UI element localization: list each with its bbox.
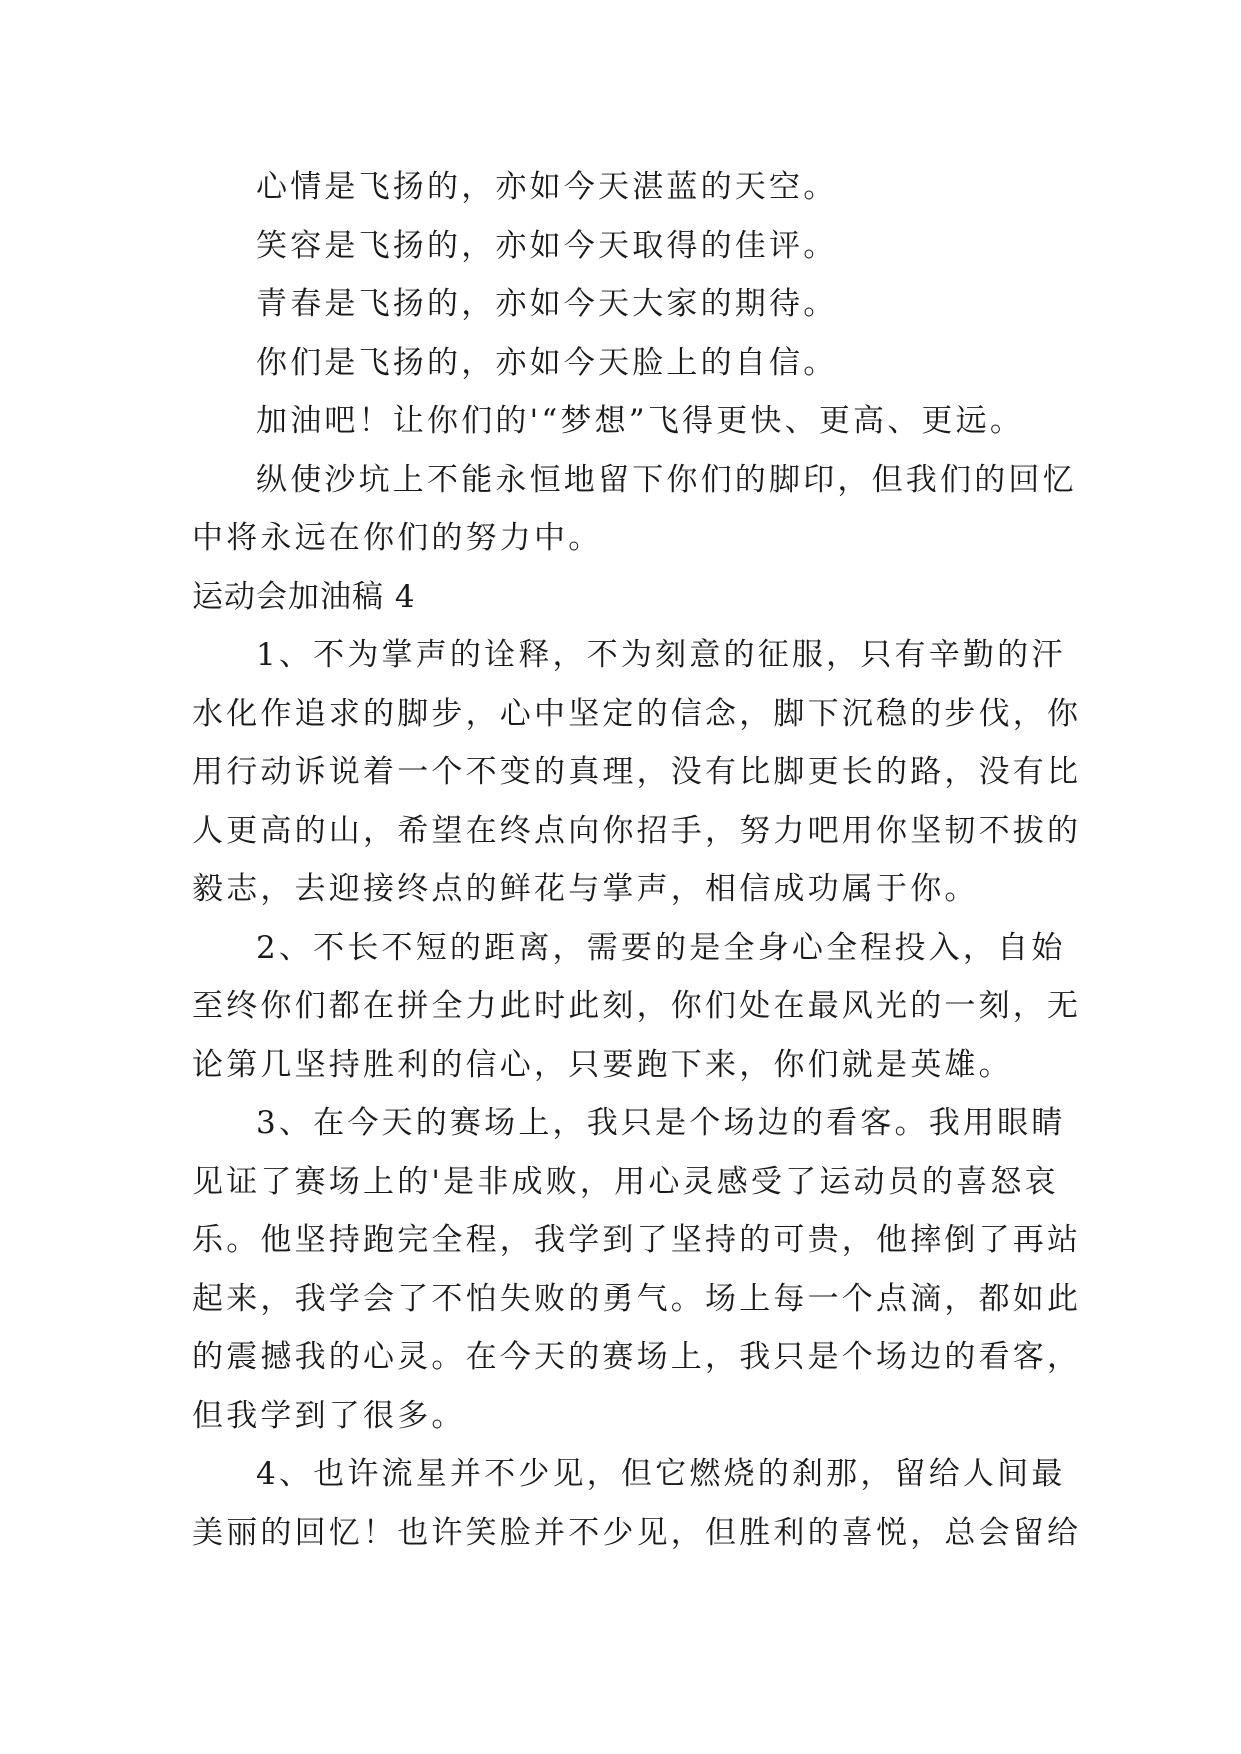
text-line: 4、也许流星并不少见，但它燃烧的刹那，留给人间最 (256, 1456, 1066, 1492)
text-line: 3、在今天的赛场上，我只是个场边的看客。我用眼睛 (256, 1105, 1066, 1141)
text-line: 心情是飞扬的，亦如今天湛蓝的天空。 (256, 169, 838, 205)
section-heading: 运动会加油稿 4 (192, 578, 416, 615)
text-line: 水化作追求的脚步，心中坚定的信念，脚下沉稳的步伐，你 (192, 695, 1082, 732)
text-line: 的震撼我的心灵。在今天的赛场上，我只是个场边的看客， (192, 1339, 1082, 1375)
text-line: 人更高的山，希望在终点向你招手，努力吧用你坚韧不拔的 (192, 812, 1082, 849)
text-line: 美丽的回忆！也许笑脸并不少见，但胜利的喜悦，总会留给 (192, 1514, 1082, 1551)
text-line: 加油吧！让你们的'“梦想”飞得更快、更高、更远。 (256, 403, 1025, 439)
text-line: 至终你们都在拼全力此时此刻，你们处在最风光的一刻，无 (192, 988, 1082, 1024)
text-line: 1、不为掌声的诠释，不为刻意的征服，只有辛勤的汗 (256, 637, 1066, 673)
text-line: 2、不长不短的距离，需要的是全身心全程投入，自始 (256, 929, 1066, 966)
text-line: 见证了赛场上的'是非成败，用心灵感受了运动员的喜怒哀 (192, 1163, 1059, 1200)
text-line: 青春是飞扬的，亦如今天大家的期待。 (256, 286, 838, 322)
text-line: 纵使沙坑上不能永恒地留下你们的脚印，但我们的回忆 (256, 461, 1077, 498)
text-line: 用行动诉说着一个不变的真理，没有比脚更长的路，没有比 (192, 754, 1082, 790)
text-line: 毅志，去迎接终点的鲜花与掌声，相信成功属于你。 (192, 871, 979, 907)
text-line: 笑容是飞扬的，亦如今天取得的佳评。 (256, 227, 838, 264)
text-line: 你们是飞扬的，亦如今天脸上的自信。 (256, 344, 838, 381)
text-line: 但我学到了很多。 (192, 1397, 466, 1434)
document-body (192, 158, 1082, 1562)
text-line: 乐。他坚持跑完全程，我学到了坚持的可贵，他摔倒了再站 (192, 1222, 1082, 1258)
text-line: 论第几坚持胜利的信心，只要跑下来，你们就是英雄。 (192, 1046, 1013, 1083)
text-line: 起来，我学会了不怕失败的勇气。场上每一个点滴，都如此 (192, 1280, 1082, 1317)
text-line: 中将永远在你们的努力中。 (192, 520, 603, 556)
